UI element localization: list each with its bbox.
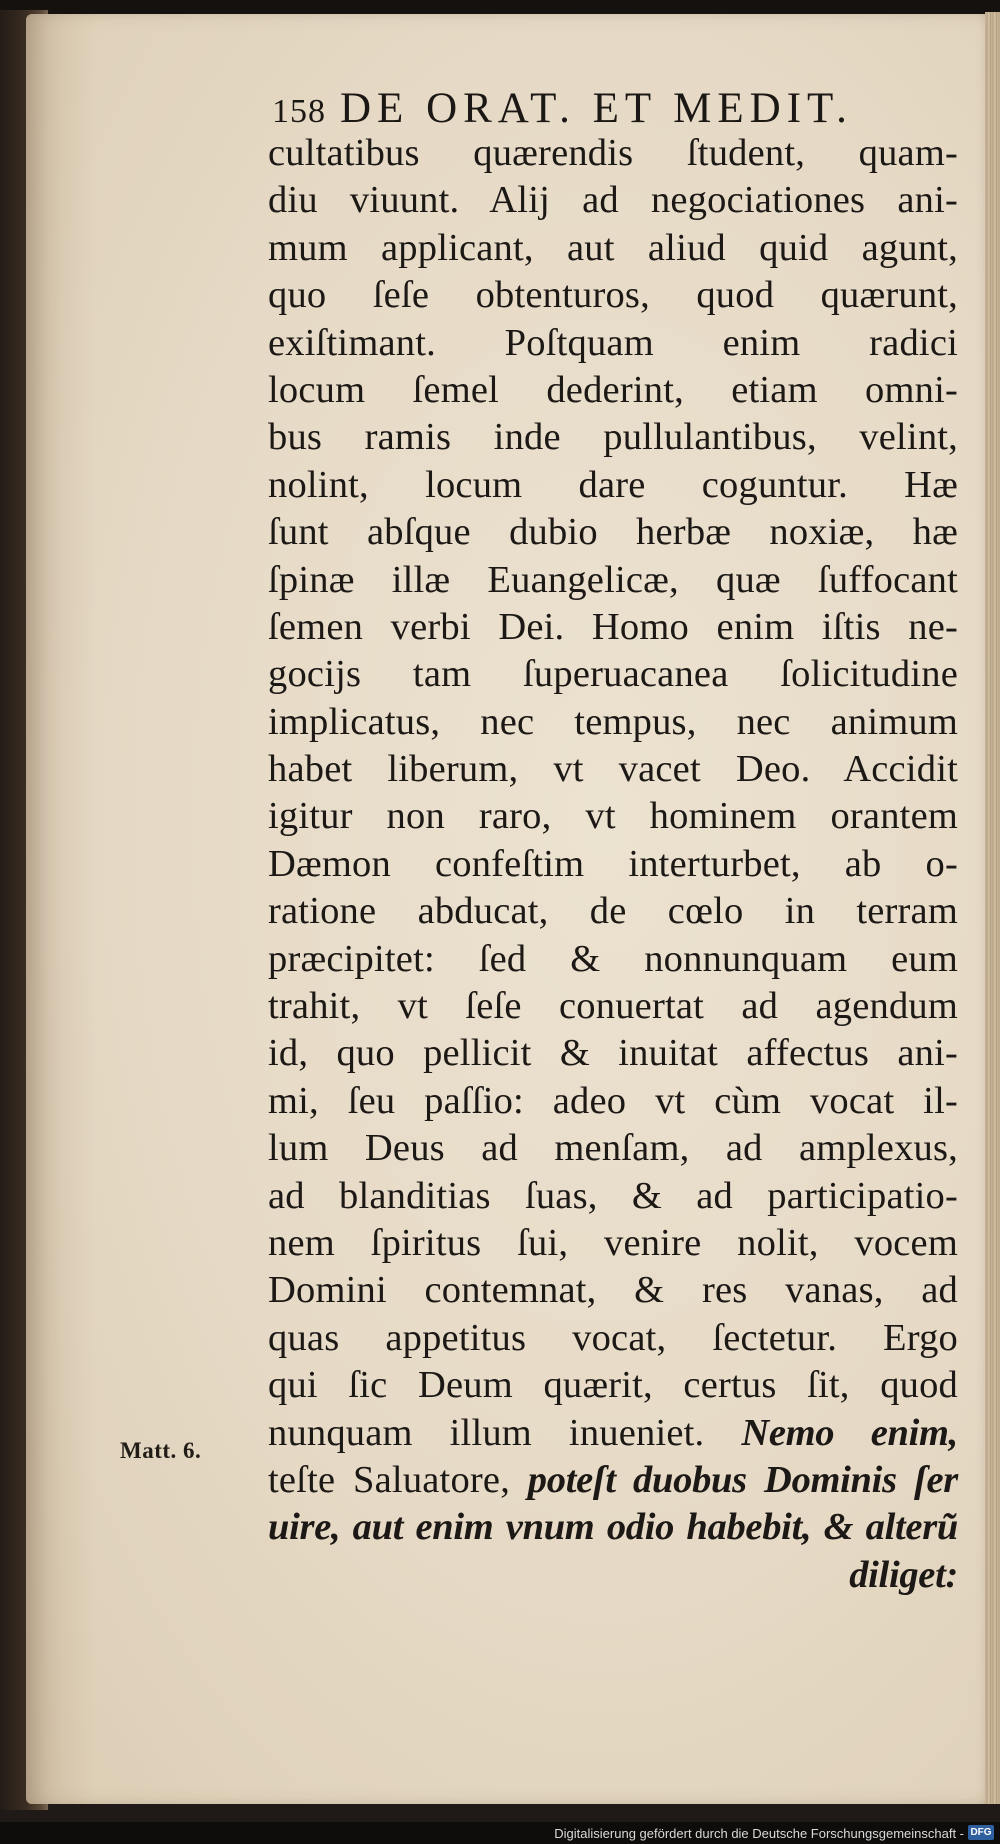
text-segment: diu viuunt. Alij ad negociationes ani-	[268, 179, 958, 222]
text-segment: ratione abducat, de cœlo in terram	[268, 890, 958, 933]
text-line	[268, 367, 958, 414]
text-segment: qui ſic Deum quærit, certus ſit, quod	[268, 1364, 958, 1407]
text-segment: nunquam illum inueniet.	[268, 1411, 742, 1454]
text-segment: Domini contemnat, & res vanas, ad	[268, 1269, 958, 1312]
text-segment: cultatibus quærendis ſtudent, quam-	[268, 132, 958, 174]
text-line	[268, 699, 958, 746]
text-segment: nolint, locum dare coguntur. Hæ	[268, 463, 958, 506]
text-segment: bus ramis inde pullulantibus, velint,	[268, 416, 958, 459]
text-segment: teſte Saluatore,	[268, 1458, 528, 1501]
text-line	[268, 557, 958, 604]
text-line	[268, 1267, 958, 1314]
dfg-logo: DFG	[968, 1825, 994, 1840]
body-text	[268, 130, 958, 1599]
text-line	[268, 462, 958, 509]
text-segment: gocijs tam ſuperuacanea ſolicitudine	[268, 653, 958, 696]
text-line	[268, 983, 958, 1030]
text-line	[268, 272, 958, 319]
text-line	[268, 1125, 958, 1172]
text-line	[268, 651, 958, 698]
text-line	[268, 888, 958, 935]
text-line	[268, 1315, 958, 1362]
italic-text: uire, aut enim vnum odio habebit, & alterũ	[268, 1506, 958, 1549]
text-line	[268, 1220, 958, 1267]
text-line	[268, 841, 958, 888]
text-line	[268, 414, 958, 461]
text-line	[268, 130, 958, 177]
text-line	[268, 936, 958, 983]
text-segment: nem ſpiritus ſui, venire nolit, vocem	[268, 1221, 958, 1264]
text-segment: ſpinæ illæ Euangelicæ, quæ ſuffocant	[268, 558, 958, 601]
text-line	[268, 509, 958, 556]
text-segment: mum applicant, aut aliud quid agunt,	[268, 226, 958, 269]
page-gutter-shade	[26, 14, 96, 1804]
text-line	[268, 1078, 958, 1125]
running-title: DE ORAT. ET MEDIT.	[340, 85, 853, 132]
text-line	[268, 1173, 958, 1220]
italic-text: diliget:	[849, 1553, 958, 1596]
text-segment: habet liberum, vt vacet Deo. Accidit	[268, 748, 958, 791]
italic-text: poteſt duobus Dominis ſer	[527, 1458, 958, 1501]
text-line	[268, 604, 958, 651]
text-segment: id, quo pellicit & inuitat affectus ani-	[268, 1032, 958, 1075]
text-line	[268, 225, 958, 272]
text-segment: locum ſemel dederint, etiam omni-	[268, 368, 958, 411]
digitization-credit: Digitalisierung gefördert durch die Deutsche Forschungsgemeinschaft -	[554, 1826, 964, 1841]
text-line	[268, 1410, 958, 1457]
text-segment: exiſtimant. Poſtquam enim radici	[268, 321, 958, 364]
text-line	[268, 1362, 958, 1409]
text-line	[268, 1030, 958, 1077]
margin-note: Matt. 6.	[120, 1438, 202, 1463]
running-head	[272, 84, 932, 136]
text-segment: implicatus, nec tempus, nec animum	[268, 700, 958, 743]
text-segment: Dæmon confeſtim interturbet, ab o-	[268, 842, 958, 885]
italic-text: Nemo enim,	[741, 1411, 958, 1454]
text-segment: trahit, vt ſeſe conuertat ad agendum	[268, 985, 958, 1028]
text-line	[268, 793, 958, 840]
text-segment: quo ſeſe obtenturos, quod quærunt,	[268, 274, 958, 317]
text-segment: quas appetitus vocat, ſectetur. Ergo	[268, 1316, 958, 1359]
text-line	[268, 1552, 958, 1599]
text-line	[268, 1504, 958, 1551]
text-segment: igitur non raro, vt hominem orantem	[268, 795, 958, 838]
page-edge	[985, 12, 1000, 1804]
page-number: 158	[272, 93, 326, 130]
text-line	[268, 177, 958, 224]
text-segment: mi, ſeu paſſio: adeo vt cùm vocat il-	[268, 1079, 958, 1122]
text-segment: præcipitet: ſed & nonnunquam eum	[268, 937, 958, 980]
text-line	[268, 746, 958, 793]
text-segment: ſemen verbi Dei. Homo enim iſtis ne-	[268, 605, 958, 648]
text-line	[268, 320, 958, 367]
text-segment: ſunt abſque dubio herbæ noxiæ, hæ	[268, 511, 958, 554]
text-segment: lum Deus ad menſam, ad amplexus,	[268, 1127, 958, 1170]
text-line	[268, 1457, 958, 1504]
text-segment: ad blanditias ſuas, & ad participatio-	[268, 1174, 958, 1217]
